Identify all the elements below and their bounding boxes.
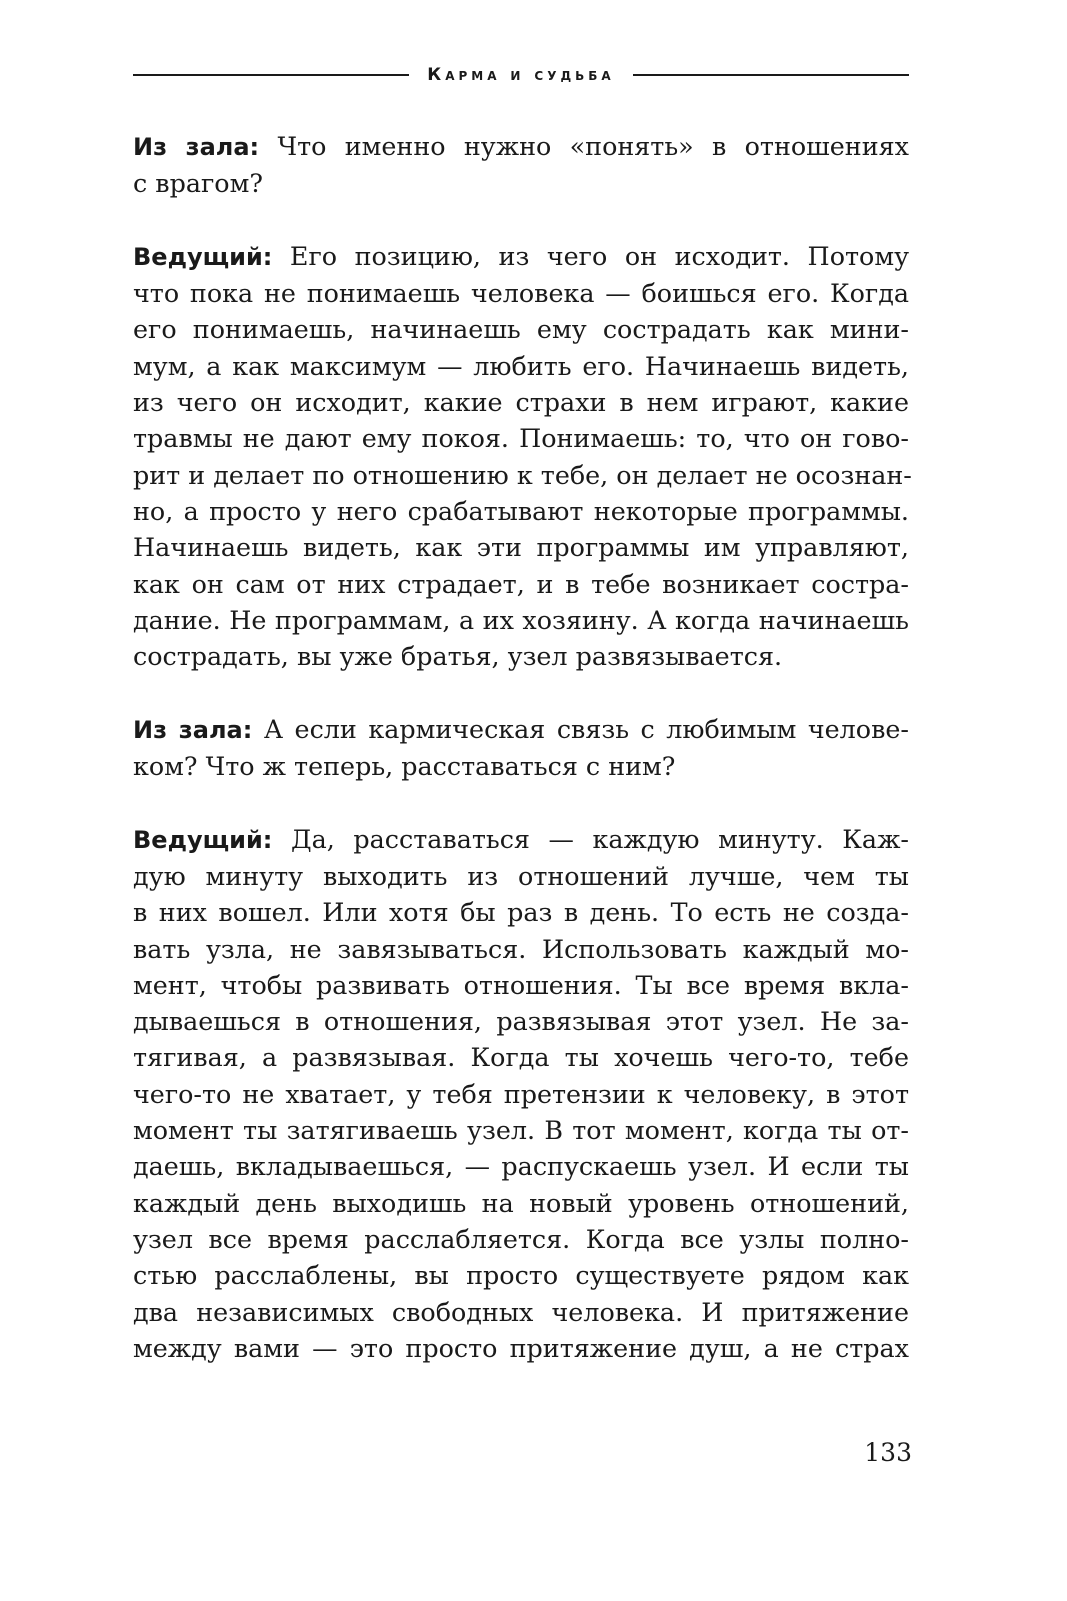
text-line [133,1185,909,1221]
text-line [133,821,909,858]
text-line [133,711,909,748]
speaker-label: Из зала: [133,133,260,161]
text-line [133,165,909,201]
text-line [133,1257,909,1293]
text-line [133,348,909,384]
line-text: как он сам от них страдает, и в тебе возникает состра- [133,568,909,599]
line-text: но, а просто у него срабатывают некоторые программы. [133,495,909,526]
running-header-title: Карма и судьба [427,65,615,85]
dialogue-paragraph [133,711,909,785]
text-line [133,384,909,420]
text-line [133,602,909,638]
text-line [133,1112,909,1148]
line-text: Его позицию, из чего он исходит. Потому [289,240,910,271]
line-text: дание. Не программам, а их хозяину. А когда начинаешь [133,604,909,635]
page-number: 133 [864,1438,912,1467]
dialogue-paragraph [133,238,912,675]
text-line [133,529,909,565]
dialogue-paragraph [133,128,909,202]
text-line [133,566,909,602]
header-rule-right [633,74,909,76]
text-line [133,1221,909,1257]
line-text: дываешься в отношения, развязывая этот узел. Не за- [133,1006,909,1037]
text-line [133,858,909,894]
line-text: Что именно нужно «понять» в отношениях [277,131,909,161]
text-line [133,638,909,674]
text-line [133,748,909,784]
text-line [133,1330,909,1366]
line-text: Да, расставаться — каждую минуту. Каж- [290,823,910,854]
text-line [133,420,909,456]
running-header [133,62,909,88]
line-text: с врагом? [133,168,263,199]
line-text: ком? Что ж теперь, расставаться с ним? [133,751,676,782]
dialogue-paragraph [133,821,909,1366]
line-text: травмы не дают ему покоя. Понимаешь: то, что он гово- [133,423,909,454]
body-text [133,128,912,1366]
line-text: даешь, вкладываешься, — распускаешь узел. И если ты [133,1151,909,1182]
text-line [133,1076,909,1112]
text-line [133,894,909,930]
line-text: между вами — это просто притяжение душ, а не страх [133,1332,909,1363]
line-text: Начинаешь видеть, как эти программы им управляют, [133,532,909,563]
line-text: чего-то не хватает, у тебя претензии к человеку, в этот [133,1078,909,1109]
line-text: сострадать, вы уже братья, узел развязывается. [133,641,783,672]
line-text: стью расслаблены, вы просто существуете рядом как [133,1260,909,1291]
text-line [133,493,909,529]
text-line [133,311,909,347]
text-line [133,457,912,493]
line-text: А если кармическая связь с любимым челове- [263,713,909,744]
text-line [133,967,909,1003]
text-line [133,128,909,165]
line-text: момент ты затягиваешь узел. В тот момент, когда ты от- [133,1115,909,1146]
speaker-label: Из зала: [133,715,253,744]
line-text: что пока не понимаешь человека — боишься его. Когда [133,278,909,309]
text-line [133,1148,909,1184]
header-rule-left [133,74,409,76]
line-text: мум, а как максимум — любить его. Начинаешь видеть, [133,350,909,381]
line-text: вать узла, не завязываться. Использовать каждый мо- [133,933,909,964]
text-line [133,931,909,967]
line-text: два независимых свободных человека. И притяжение [133,1296,909,1327]
text-line [133,1039,909,1075]
text-line [133,1003,909,1039]
line-text: мент, чтобы развивать отношения. Ты все время вкла- [133,969,909,1000]
line-text: дую минуту выходить из отношений лучше, чем ты [133,860,909,891]
speaker-label: Ведущий: [133,825,273,854]
line-text: его понимаешь, начинаешь ему сострадать как мини- [133,314,909,345]
text-line [133,1294,909,1330]
line-text: в них вошел. Или хотя бы раз в день. То есть не созда- [133,897,909,928]
line-text: тягивая, а развязывая. Когда ты хочешь чего-то, тебе [133,1042,909,1073]
speaker-label: Ведущий: [133,242,273,271]
text-line [133,275,909,311]
text-line [133,238,909,275]
line-text: узел все время расслабляется. Когда все узлы полно- [133,1223,909,1254]
line-text: из чего он исходит, какие страхи в нем играют, какие [133,387,909,418]
line-text: рит и делает по отношению к тебе, он делает не осознан- [133,459,912,490]
line-text: каждый день выходишь на новый уровень отношений, [133,1187,909,1218]
